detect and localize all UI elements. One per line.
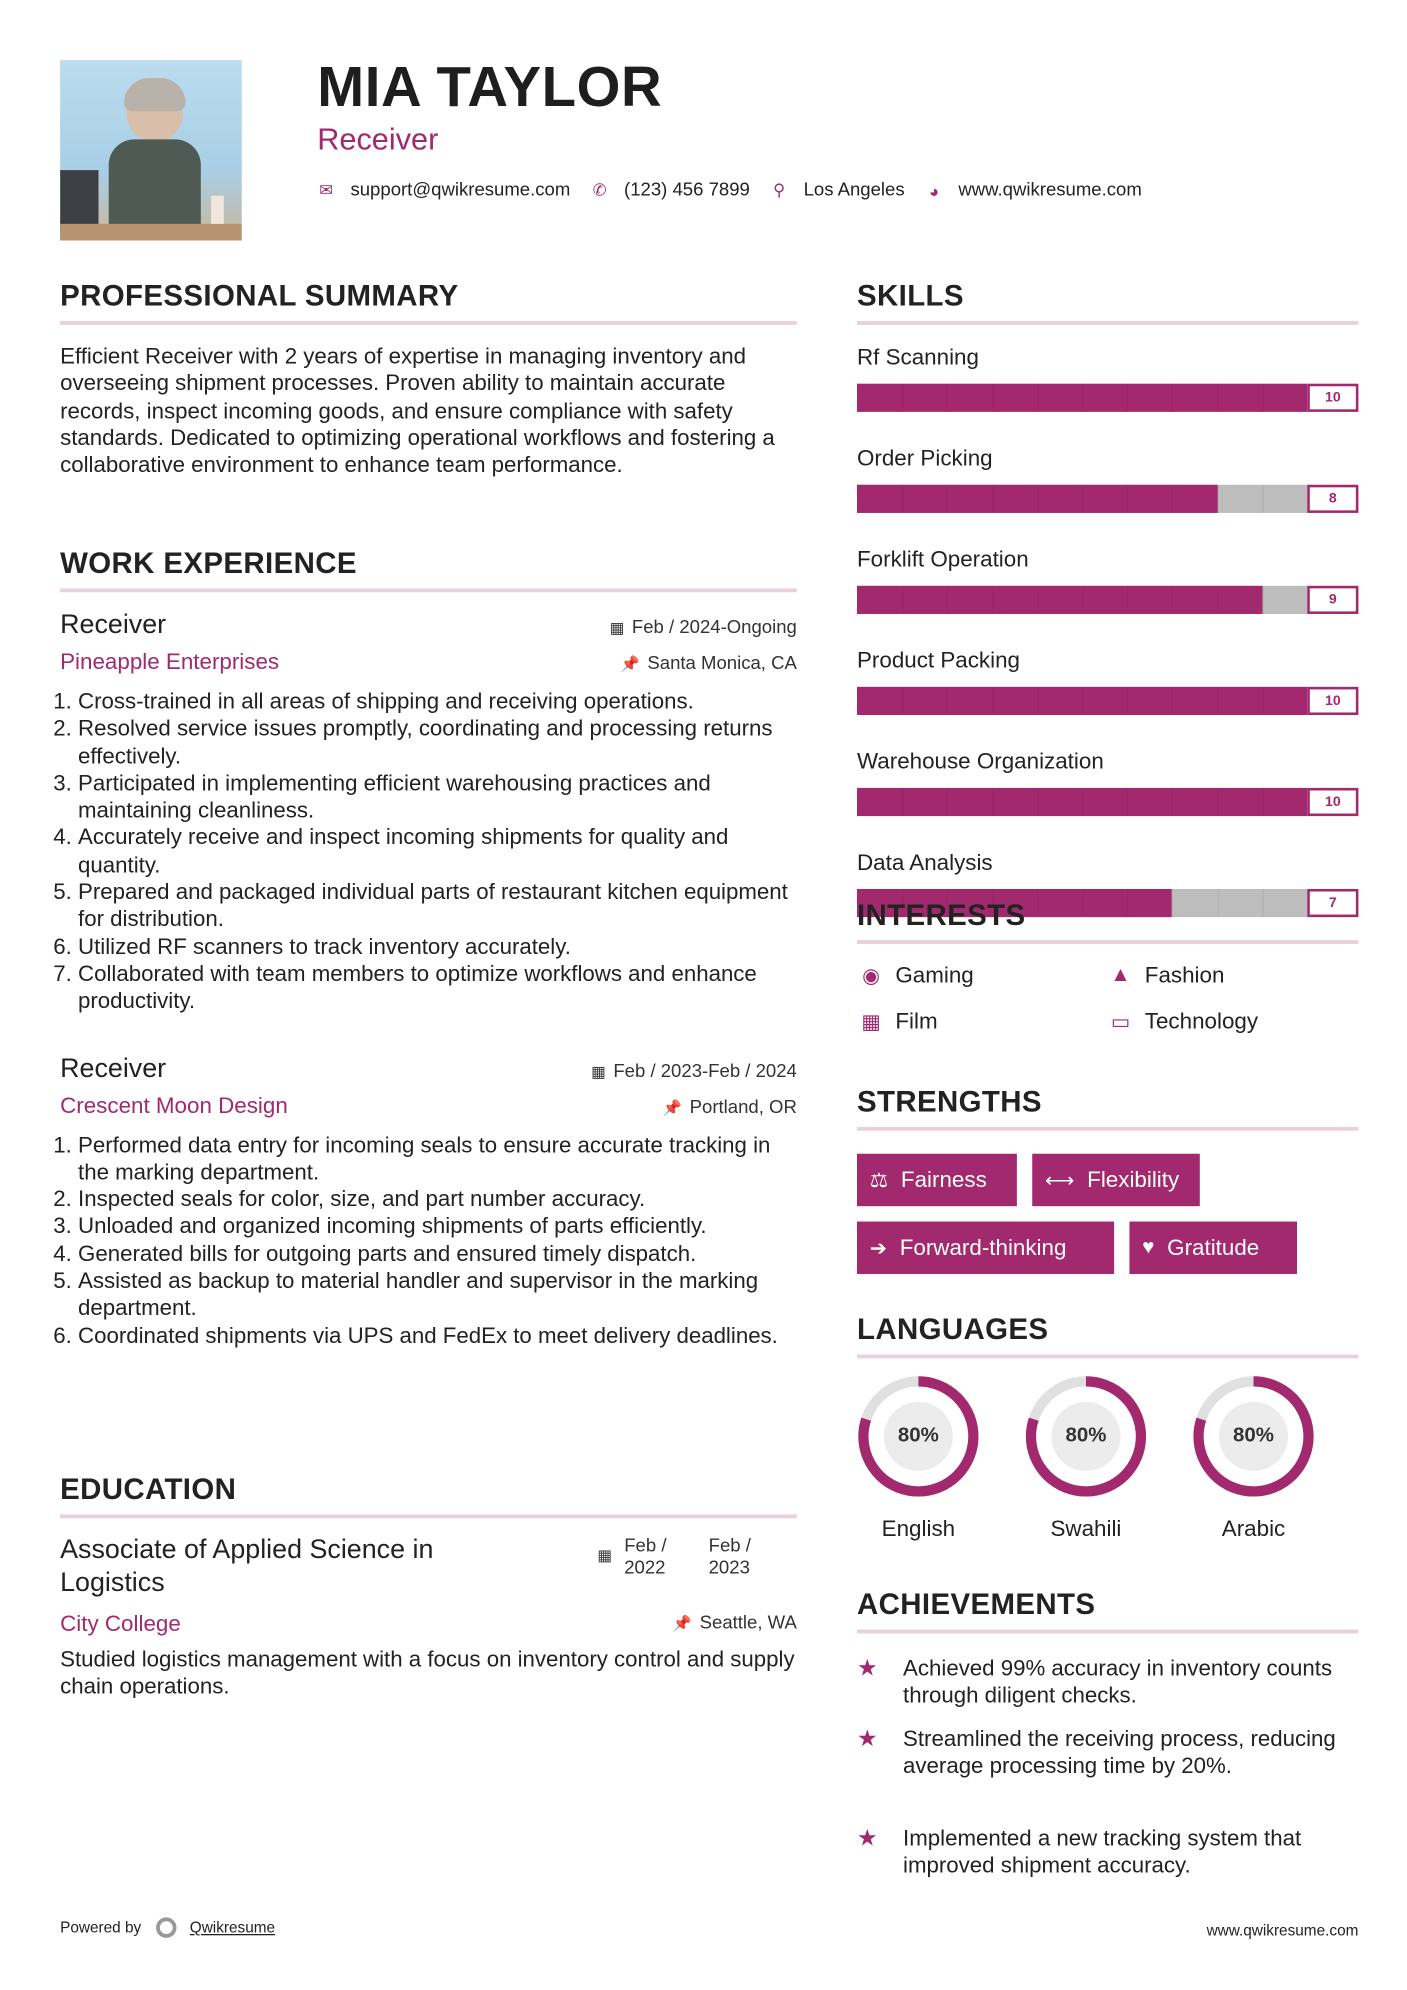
section-heading: INTERESTS xyxy=(856,897,1026,932)
school-name: City College xyxy=(60,1610,181,1636)
star-icon: ★ xyxy=(856,1725,878,1752)
skill-score: 9 xyxy=(1307,586,1358,614)
shopping-bag-icon: ▲ xyxy=(1110,963,1131,986)
job-title: Receiver xyxy=(60,610,167,640)
contact-bar xyxy=(317,180,1162,200)
strength-label: Fairness xyxy=(900,1166,987,1193)
interest-fashion xyxy=(1106,962,1224,989)
achievements-section xyxy=(857,1587,1358,1894)
job-bullet: 6. Coordinated shipments via UPS and FedEx to meet delivery deadlines. xyxy=(78,1322,797,1349)
section-heading: EDUCATION xyxy=(60,1472,237,1506)
bar-segment-divider xyxy=(902,384,903,412)
bar-segment-divider xyxy=(1082,485,1083,513)
bar-segment-divider xyxy=(902,687,903,715)
footer-website[interactable]: www.qwikresume.com xyxy=(1206,1921,1359,1940)
calendar-icon: ▦ xyxy=(591,1062,606,1081)
film-icon: ▦ xyxy=(861,1011,881,1033)
star-icon: ★ xyxy=(856,1655,878,1681)
bar-segment-divider xyxy=(1217,586,1218,614)
footer-powered-by xyxy=(60,1917,275,1937)
strength-label: Flexibility xyxy=(1087,1166,1180,1193)
interest-label: Technology xyxy=(1144,1007,1259,1034)
job-bullet: 5. Assisted as backup to material handler and supervisor in the marking department. xyxy=(78,1268,797,1322)
section-divider xyxy=(60,321,797,325)
section-heading: LANGUAGES xyxy=(856,1312,1049,1346)
skill-score: 10 xyxy=(1307,687,1358,715)
section-divider xyxy=(857,1630,1358,1634)
bar-segment-divider xyxy=(1037,384,1038,412)
job-bullet: 3. Participated in implementing efficient warehousing practices and maintaining cleanliness. xyxy=(78,770,797,824)
bar-segment-divider xyxy=(992,586,993,614)
job-bullet: 3. Unloaded and organized incoming shipments of parts efficiently. xyxy=(78,1213,797,1240)
skill-label: Order Picking xyxy=(856,445,993,471)
bar-segment-divider xyxy=(1127,485,1128,513)
profile-photo xyxy=(60,60,242,240)
bar-segment-divider xyxy=(947,485,948,513)
job-date-text: Feb / 2024-Ongoing xyxy=(631,617,797,639)
job-bullets xyxy=(60,1131,797,1349)
section-divider xyxy=(857,321,1358,325)
interest-label: Fashion xyxy=(1144,961,1225,988)
bar-segment-divider xyxy=(1262,687,1263,715)
language-percent: 80% xyxy=(1065,1424,1107,1447)
job-location xyxy=(621,654,797,674)
pin-icon: 📌 xyxy=(662,1098,682,1117)
laptop-icon: ▭ xyxy=(1110,1011,1131,1033)
achievement-text: Streamlined the receiving process, reducing average processing time by 20%. xyxy=(903,1725,1336,1779)
strength-label: Gratitude xyxy=(1167,1234,1260,1260)
job-bullet: 1. Cross-trained in all areas of shipping and receiving operations. xyxy=(78,688,797,715)
skill-score: 10 xyxy=(1307,788,1358,816)
language-item xyxy=(1025,1375,1148,1543)
skill-bar xyxy=(857,788,1358,816)
section-heading: PROFESSIONAL SUMMARY xyxy=(60,278,459,313)
bar-segment-divider xyxy=(947,788,948,816)
section-divider xyxy=(857,940,1358,944)
strength-flexibility xyxy=(1032,1154,1200,1206)
skill-bar-fill xyxy=(857,586,1262,614)
job-bullets xyxy=(60,688,797,1015)
language-item xyxy=(857,1375,980,1543)
bar-segment-divider xyxy=(1127,586,1128,614)
summary-section xyxy=(60,279,797,479)
calendar-icon: ▦ xyxy=(597,1546,612,1565)
job-entry xyxy=(60,1053,797,1349)
bar-segment-divider xyxy=(947,586,948,614)
bar-segment-divider xyxy=(1037,788,1038,816)
bar-segment-divider xyxy=(1037,687,1038,715)
skill-bar xyxy=(857,384,1358,412)
phone-icon: ✆ xyxy=(592,180,607,200)
skill-score: 7 xyxy=(1307,889,1358,917)
section-heading: SKILLS xyxy=(856,278,964,313)
bar-segment-divider xyxy=(992,485,993,513)
gamepad-icon: ◉ xyxy=(862,965,881,987)
job-bullet: 2. Inspected seals for color, size, and part number accuracy. xyxy=(78,1186,797,1213)
skill-label: Rf Scanning xyxy=(856,344,979,370)
bar-segment-divider xyxy=(1217,485,1218,513)
contact-website[interactable]: www.qwikresume.com xyxy=(958,180,1142,201)
interest-film xyxy=(857,1008,938,1035)
bar-segment-divider xyxy=(992,384,993,412)
bar-segment-divider xyxy=(1127,384,1128,412)
section-divider xyxy=(857,1127,1358,1131)
bar-segment-divider xyxy=(1172,485,1173,513)
skill-label: Warehouse Organization xyxy=(856,748,1104,774)
bar-segment-divider xyxy=(1217,687,1218,715)
experience-section xyxy=(60,546,797,1349)
skill-bar xyxy=(857,586,1358,614)
bar-segment-divider xyxy=(1127,687,1128,715)
bar-segment-divider xyxy=(902,788,903,816)
job-location xyxy=(663,1097,797,1117)
bar-segment-divider xyxy=(1217,788,1218,816)
bar-segment-divider xyxy=(1082,384,1083,412)
job-bullet: 2. Resolved service issues promptly, coordinating and processing returns effectively. xyxy=(78,715,797,769)
bar-segment-divider xyxy=(1082,687,1083,715)
job-date xyxy=(591,1061,797,1081)
bar-segment-divider xyxy=(902,485,903,513)
degree-title: Associate of Applied Science in Logistics xyxy=(60,1534,434,1598)
bar-segment-divider xyxy=(1037,586,1038,614)
candidate-title: Receiver xyxy=(317,122,439,158)
interest-gaming xyxy=(857,962,974,989)
language-percent: 80% xyxy=(897,1424,939,1447)
languages-section xyxy=(857,1312,1358,1555)
language-name: English xyxy=(881,1515,956,1542)
skill-item xyxy=(857,647,1358,715)
bar-segment-divider xyxy=(1172,788,1173,816)
achievement-item xyxy=(857,1726,1358,1780)
interest-label: Gaming xyxy=(895,961,974,988)
job-bullet: 1. Performed data entry for incoming seals to ensure accurate tracking in the marking department. xyxy=(78,1131,797,1185)
strength-forward-thinking xyxy=(857,1222,1114,1274)
arrow-right-icon: ➔ xyxy=(869,1237,887,1260)
education-end-date: Feb / 2023 xyxy=(708,1536,751,1579)
language-name: Swahili xyxy=(1050,1515,1122,1542)
job-title: Receiver xyxy=(60,1053,167,1083)
qwikresume-logo-icon xyxy=(157,1917,177,1937)
skill-bar xyxy=(857,687,1358,715)
language-percent: 80% xyxy=(1233,1424,1275,1447)
interests-section xyxy=(857,898,1358,1039)
bar-segment-divider xyxy=(947,687,948,715)
achievement-item xyxy=(857,1655,1358,1709)
envelope-icon: ✉ xyxy=(319,180,334,200)
skill-bar xyxy=(857,485,1358,513)
pin-icon: 📌 xyxy=(620,654,640,673)
bar-segment-divider xyxy=(992,788,993,816)
section-heading: ACHIEVEMENTS xyxy=(856,1587,1096,1621)
job-bullet: 5. Prepared and packaged individual parts of restaurant kitchen equipment for distribution. xyxy=(78,879,797,933)
job-bullet: 4. Accurately receive and inspect incoming shipments for quality and quantity. xyxy=(78,824,797,878)
globe-icon: ◕ xyxy=(929,180,940,201)
bar-segment-divider xyxy=(992,687,993,715)
arrows-horizontal-icon: ⟷ xyxy=(1045,1169,1075,1192)
section-divider xyxy=(60,588,797,592)
bar-segment-divider xyxy=(1172,384,1173,412)
bar-segment-divider xyxy=(1262,586,1263,614)
job-location-text: Portland, OR xyxy=(689,1096,797,1118)
bar-segment-divider xyxy=(1082,788,1083,816)
bar-segment-divider xyxy=(1037,485,1038,513)
education-location-text: Seattle, WA xyxy=(699,1612,797,1634)
strengths-section xyxy=(857,1085,1358,1277)
bar-segment-divider xyxy=(1262,788,1263,816)
achievement-text: Achieved 99% accuracy in inventory counts through diligent checks. xyxy=(903,1655,1333,1708)
strength-label: Forward-thinking xyxy=(899,1234,1067,1260)
education-section xyxy=(60,1472,797,1700)
achievement-text: Implemented a new tracking system that improved shipment accuracy. xyxy=(903,1825,1302,1879)
company-name: Crescent Moon Design xyxy=(60,1091,288,1118)
contact-location: Los Angeles xyxy=(803,180,905,201)
interest-technology xyxy=(1106,1008,1258,1035)
contact-phone[interactable]: (123) 456 7899 xyxy=(624,180,750,201)
job-location-text: Santa Monica, CA xyxy=(647,653,797,675)
bar-segment-divider xyxy=(1262,485,1263,513)
bar-segment-divider xyxy=(1172,687,1173,715)
job-bullet: 7. Collaborated with team members to optimize workflows and enhance productivity. xyxy=(78,961,797,1015)
skill-item xyxy=(857,546,1358,614)
education-start-date: Feb / 2022 xyxy=(624,1536,667,1579)
contact-email[interactable]: support@qwikresume.com xyxy=(350,180,571,201)
star-icon: ★ xyxy=(856,1825,878,1851)
job-date-text: Feb / 2023-Feb / 2024 xyxy=(613,1061,797,1082)
candidate-name: MIA TAYLOR xyxy=(317,56,663,119)
bar-segment-divider xyxy=(902,586,903,614)
section-divider xyxy=(857,1355,1358,1359)
job-bullet: 4. Generated bills for outgoing parts and ensured timely dispatch. xyxy=(78,1240,797,1267)
language-item xyxy=(1192,1375,1315,1543)
brand-link[interactable]: Qwikresume xyxy=(189,1918,276,1937)
bar-segment-divider xyxy=(1262,384,1263,412)
calendar-icon: ▦ xyxy=(609,619,625,637)
bar-segment-divider xyxy=(947,384,948,412)
skills-section xyxy=(857,279,1358,951)
education-location xyxy=(673,1613,797,1633)
powered-by-label: Powered by xyxy=(60,1918,142,1937)
skill-item xyxy=(857,344,1358,412)
skill-label: Data Analysis xyxy=(856,849,993,875)
company-name: Pineapple Enterprises xyxy=(60,648,280,675)
skill-score: 8 xyxy=(1307,485,1358,513)
skill-label: Forklift Operation xyxy=(856,546,1029,572)
balance-scale-icon: ⚖ xyxy=(869,1169,889,1192)
pin-icon: 📌 xyxy=(672,1614,692,1633)
education-description: Studied logistics management with a focus on inventory control and supply chain operations. xyxy=(60,1646,795,1700)
skill-label: Product Packing xyxy=(856,647,1021,673)
language-name: Arabic xyxy=(1221,1515,1286,1542)
map-pin-icon: ⚲ xyxy=(773,180,786,200)
skill-item xyxy=(857,445,1358,513)
job-date xyxy=(610,618,797,638)
strength-fairness xyxy=(857,1154,1017,1206)
interest-label: Film xyxy=(895,1007,938,1034)
bar-segment-divider xyxy=(1172,586,1173,614)
section-heading: STRENGTHS xyxy=(856,1084,1042,1118)
bar-segment-divider xyxy=(1082,586,1083,614)
job-bullet: 6. Utilized RF scanners to track inventory accurately. xyxy=(78,933,797,960)
summary-text: Efficient Receiver with 2 years of expertise in managing inventory and overseeing shipment processes. Proven ability to maintain accurate records, inspect incoming goods, and ensure compliance with safety standards. Dedicated to optimizing operational workflows and fostering a collaborative environment to enhance team performance. xyxy=(60,342,775,478)
section-heading: WORK EXPERIENCE xyxy=(60,546,357,580)
strength-gratitude xyxy=(1129,1222,1297,1274)
heart-icon: ♥ xyxy=(1142,1236,1155,1258)
skill-item xyxy=(857,748,1358,816)
skill-score: 10 xyxy=(1307,384,1358,412)
bar-segment-divider xyxy=(1127,788,1128,816)
job-entry xyxy=(60,610,797,1015)
bar-segment-divider xyxy=(1217,384,1218,412)
achievement-item xyxy=(857,1825,1358,1879)
